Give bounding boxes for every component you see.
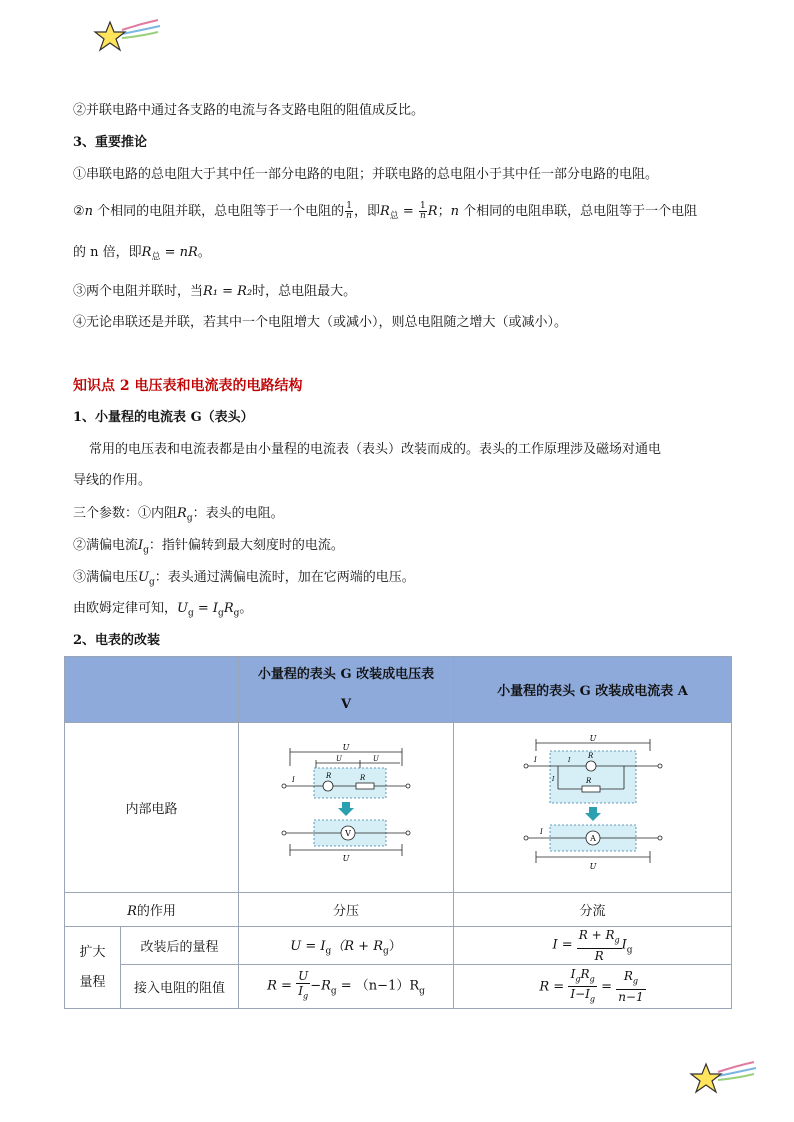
- header-voltmeter: 小量程的表头 G 改装成电压表 V: [239, 657, 454, 723]
- svg-text:I: I: [539, 827, 543, 836]
- svg-text:R: R: [587, 751, 593, 760]
- row-label-range: 改装后的量程: [121, 927, 239, 965]
- knowledge-point-title: 知识点 2 电压表和电流表的电路结构: [73, 378, 303, 394]
- svg-text:U: U: [373, 755, 379, 763]
- shooting-star-top-icon: [92, 16, 162, 58]
- svg-text:U: U: [336, 755, 342, 763]
- svg-text:V: V: [345, 829, 351, 838]
- param-ig: ②满偏电流$I_g$：指针偏转到最大刻度时的电流。: [73, 538, 344, 556]
- svg-text:U: U: [342, 854, 350, 863]
- svg-text:U: U: [589, 733, 596, 743]
- svg-text:U: U: [342, 743, 350, 752]
- shooting-star-bottom-icon: [688, 1058, 758, 1100]
- inference-line-1: ①串联电路的总电阻大于其中任一部分电路的电阻；并联电路的总电阻小于其中任一部分电路的电阻。: [73, 167, 659, 182]
- header-blank-cell: [65, 657, 239, 723]
- voltmeter-circuit-cell: [239, 723, 454, 893]
- inference-line-2: ②n 个相同的电阻并联，总电阻等于一个电阻的 $\frac{1}{n}$ ，即$R_总$ = $\frac{1}{n}$ R；n 个相同的电阻串联，总电阻等于一个电阻: [73, 201, 698, 222]
- voltmeter-resistance-formula: R = $\frac{U}{I_g}$ $-R_g = (n-1)R_g$: [239, 965, 454, 1009]
- svg-text:I: I: [292, 776, 295, 784]
- ammeter-resistance-formula: R = $I_gR_g$ $I-I_g$ = $\frac{R_g}{n-1}$: [454, 965, 732, 1009]
- voltmeter-range-formula: $U = I_g(R + R_g)$: [239, 927, 454, 965]
- row-label-resistance: 接入电阻的阻值: [121, 965, 239, 1009]
- meter-conversion-table: [64, 656, 732, 1009]
- section-heading-inference: 3、重要推论: [73, 135, 148, 150]
- galvanometer-heading: 1、小量程的电流表 G（表头）: [73, 410, 254, 425]
- parallel-current-line: ②并联电路中通过各支路的电流与各支路电阻的阻值成反比。: [73, 103, 425, 118]
- row-label-circuit: 内部电路: [65, 723, 239, 893]
- svg-text:I: I: [551, 775, 554, 783]
- row-label-role: R的作用: [65, 893, 239, 927]
- galvanometer-intro-2: 导线的作用。: [73, 473, 152, 488]
- param-ug: ③满偏电压$U_g$：表头通过满偏电流时，加在它两端的电压。: [73, 570, 415, 588]
- role-voltmeter: 分压: [239, 893, 454, 927]
- ammeter-circuit-cell: [454, 723, 732, 893]
- ohms-law-line: 由欧姆定律可知，$U_g = I_gR_g$。: [73, 601, 253, 619]
- svg-text:R: R: [585, 776, 591, 785]
- svg-text:A: A: [589, 833, 596, 843]
- voltmeter-circuit-diagram: [276, 738, 416, 873]
- row-label-expand: 扩大 量程: [65, 927, 121, 1009]
- galvanometer-intro: 常用的电压表和电流表都是由小量程的电流表（表头）改装而成的。表头的工作原理涉及磁场对通电: [89, 442, 662, 457]
- svg-text:U: U: [589, 861, 596, 871]
- header-ammeter: 小量程的表头 G 改装成电流表 A: [454, 657, 732, 723]
- param-rg: 三个参数：①内阻$R_g$：表头的电阻。: [73, 506, 284, 524]
- ammeter-range-formula: I = $\frac{R + R_g}{R}$ $I_g$: [454, 927, 732, 965]
- ammeter-circuit-diagram: [518, 731, 668, 881]
- svg-text:I: I: [567, 756, 570, 764]
- fraction-one-over-n: $\frac{1}{n}$: [346, 201, 352, 221]
- inference-line-2b: 的 n 倍，即$R_总$ = nR。: [73, 245, 211, 263]
- inference-line-3: ③两个电阻并联时，当R₁ = R₂时，总电阻最大。: [73, 284, 357, 299]
- svg-text:R: R: [360, 774, 366, 782]
- svg-text:I: I: [533, 755, 537, 764]
- svg-text:R: R: [326, 772, 332, 780]
- inference-line-4: ④无论串联还是并联，若其中一个电阻增大（或减小），则总电阻随之增大（或减小）。: [73, 315, 568, 330]
- role-ammeter: 分流: [454, 893, 732, 927]
- meter-conversion-heading: 2、电表的改装: [73, 633, 161, 648]
